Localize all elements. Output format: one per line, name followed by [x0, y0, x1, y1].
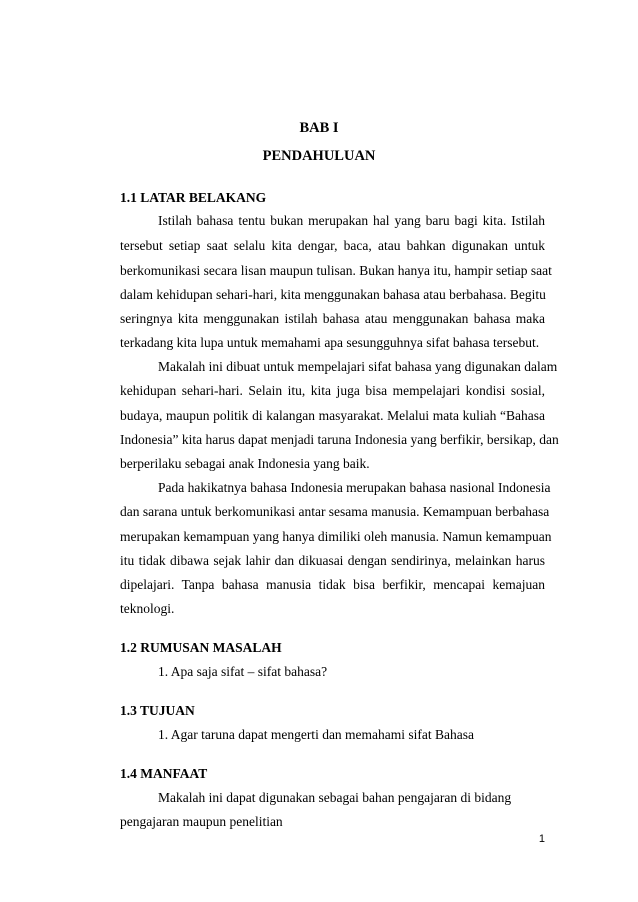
paragraph-line: dalam kehidupan sehari-hari, kita menggunakan bahasa atau berbahasa. Begitu: [120, 287, 546, 302]
list-item: 1. Apa saja sifat – sifat bahasa?: [158, 664, 328, 679]
chapter-number: BAB I: [299, 120, 339, 136]
chapter-title: PENDAHULUAN: [262, 148, 376, 164]
paragraph-line: pengajaran maupun penelitian: [120, 814, 283, 829]
paragraph-line: tersebut setiap saat selalu kita dengar, baca, atau bahkan digunakan untuk: [120, 238, 545, 253]
paragraph-line: terkadang kita lupa untuk memahami apa sesungguhnya sifat bahasa tersebut.: [120, 335, 540, 350]
paragraph-line: Indonesia” kita harus dapat menjadi taruna Indonesia yang berfikir, bersikap, dan: [120, 432, 559, 447]
page-number: 1: [538, 833, 545, 845]
paragraph-line: kehidupan sehari-hari. Selain itu, kita juga bisa mempelajari kondisi sosial,: [120, 383, 545, 398]
paragraph-line: Makalah ini dibuat untuk mempelajari sifat bahasa yang digunakan dalam: [158, 359, 558, 374]
paragraph-line: budaya, maupun politik di kalangan masyarakat. Melalui mata kuliah “Bahasa: [120, 408, 545, 423]
paragraph-line: seringnya kita menggunakan istilah bahasa atau menggunakan bahasa maka: [120, 311, 545, 326]
paragraph-line: merupakan kemampuan yang hanya dimiliki oleh manusia. Namun kemampuan: [120, 529, 552, 544]
paragraph-line: Pada hakikatnya bahasa Indonesia merupakan bahasa nasional Indonesia: [158, 480, 551, 495]
section-heading-manfaat: 1.4 MANFAAT: [120, 766, 208, 781]
section-heading-rumusan-masalah: 1.2 RUMUSAN MASALAH: [120, 640, 282, 655]
paragraph-line: berperilaku sebagai anak Indonesia yang baik.: [120, 456, 370, 471]
paragraph-line: dan sarana untuk berkomunikasi antar sesama manusia. Kemampuan berbahasa: [120, 504, 550, 519]
paragraph-line: berkomunikasi secara lisan maupun tulisan. Bukan hanya itu, hampir setiap saat: [120, 263, 552, 278]
list-item: 1. Agar taruna dapat mengerti dan memahami sifat Bahasa: [158, 727, 475, 742]
paragraph-line: itu tidak dibawa sejak lahir dan dikuasai dengan sendirinya, melainkan harus: [120, 553, 545, 568]
paragraph-line: teknologi.: [120, 601, 175, 616]
paragraph-line: dipelajari. Tanpa bahasa manusia tidak bisa berfikir, mencapai kemajuan: [120, 577, 545, 592]
paragraph-line: Istilah bahasa tentu bukan merupakan hal yang baru bagi kita. Istilah: [158, 213, 545, 228]
paragraph-line: Makalah ini dapat digunakan sebagai bahan pengajaran di bidang: [158, 790, 512, 805]
section-heading-tujuan: 1.3 TUJUAN: [120, 703, 195, 718]
section-heading-latar-belakang: 1.1 LATAR BELAKANG: [120, 190, 267, 205]
